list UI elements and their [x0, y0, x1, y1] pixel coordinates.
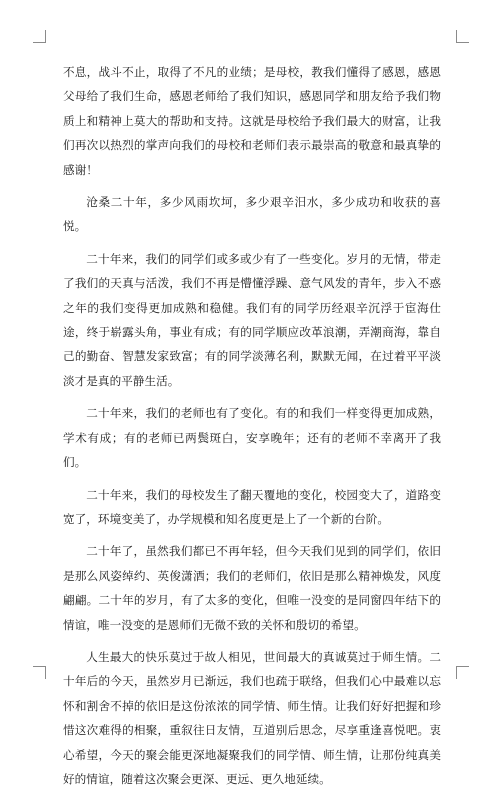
paragraph: 人生最大的快乐莫过于故人相见，世间最大的真诚莫过于师生情。二十年后的今天，虽然岁月已渐远，我们也疏于联络，但我们心中最难以忘怀和割舍不掉的依旧是这份浓浓的同学情、师生情。让我们好好把握和珍惜这次难得的相聚，重叙往日友情，互道别后思念，尽享重逢喜悦吧。衷心希望，今天的聚会能更深地凝聚我们的同学情、师生情，让那份纯真美好的情谊，随着这次聚会更深、更远、更久地延续。	[63, 649, 441, 786]
document-body	[63, 60, 441, 799]
crop-mark-top-right	[456, 30, 469, 43]
paragraph: 二十年来，我们的同学们或多或少有了一些变化。岁月的无情，带走了我们的天真与活泼，我们不再是懵懂浮躁、意气风发的青年，步入不惑之年的我们变得更加成熟和稳健。我们有的同学历经艰辛沉浮于宦海仕途，终于崭露头角，事业有成；有的同学顺应改革浪潮，弄潮商海，靠自己的勤奋、智慧发家致富；有的同学淡薄名利，默默无闻，在过着平平淡淡才是真的平静生活。	[63, 251, 441, 388]
crop-mark-bottom-left	[33, 666, 46, 679]
crop-mark-top-left	[33, 30, 46, 43]
paragraph: 沧桑二十年，多少风雨坎坷，多少艰辛汨水，多少成功和收获的喜悦。	[63, 195, 441, 234]
paragraph: 不息，战斗不止，取得了不凡的业绩；是母校，教我们懂得了感恩，感恩父母给了我们生命，感恩老师给了我们知识，感恩同学和朋友给予我们物质上和精神上莫大的帮助和支持。这就是母校给予我们最大的财富，让我们再次以热烈的掌声向我们的母校和老师们表示最崇高的敬意和最真挚的感谢！	[63, 65, 441, 177]
paragraph: 二十年来，我们的老师也有了变化。有的和我们一样变得更加成熟，学术有成；有的老师已两鬓斑白，安享晚年；还有的老师不幸离开了我们。	[63, 406, 441, 470]
crop-mark-bottom-right	[456, 666, 469, 679]
paragraph: 二十年了，虽然我们都已不再年轻，但今天我们见到的同学们，依旧是那么风姿绰约、英俊潇洒；我们的老师们，依旧是那么精神焕发，风度翩翩。二十年的岁月，有了太多的变化，但唯一没变的是同窗四年结下的情谊，唯一没变的是恩师们无微不致的关怀和殷切的希望。	[63, 544, 441, 632]
paragraph: 二十年来，我们的母校发生了翻天覆地的变化，校园变大了，道路变宽了，环境变美了，办学规模和知名度更是上了一个新的台阶。	[63, 487, 441, 526]
